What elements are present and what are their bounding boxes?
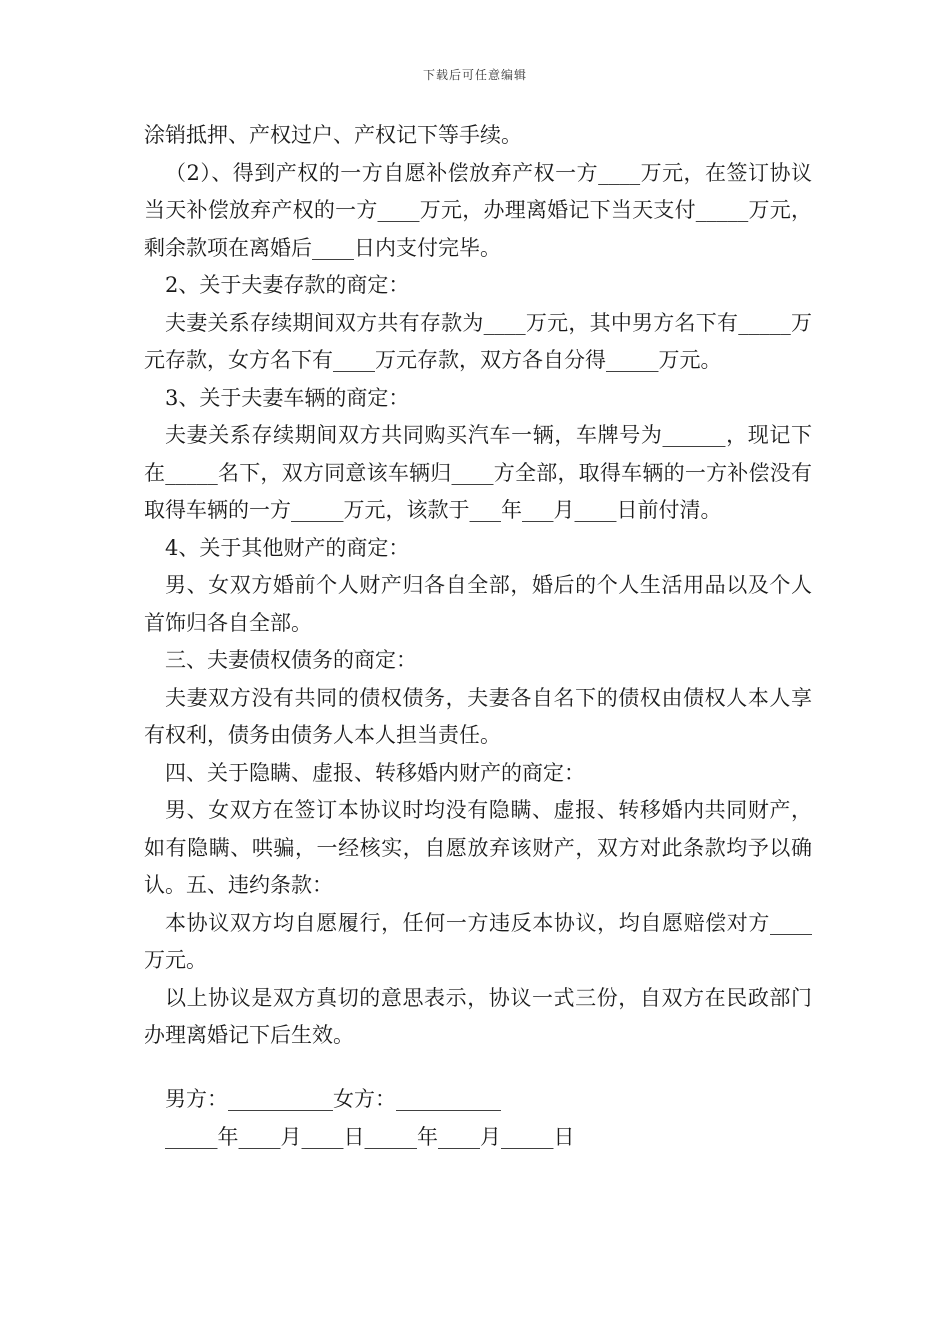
date-line: _____年____月____日_____年____月_____日	[165, 1125, 575, 1149]
section-heading: 3、关于夫妻车辆的商定：	[165, 385, 410, 410]
paragraph: （2）、得到产权的一方自愿补偿放弃产权一方____万元，在签订协议当天补偿放弃产权的一方____万元，办理离婚记下当天支付_____万元，剩余款项在离婚后____日内支付完毕。	[144, 160, 812, 260]
paragraph: 涂销抵押、产权过户、产权记下等手续。	[144, 123, 522, 147]
section-heading: 四、关于隐瞒、虚报、转移婚内财产的商定：	[165, 760, 585, 785]
signature-line: 男方：__________女方：__________	[165, 1087, 501, 1111]
paragraph: 本协议双方均自愿履行，任何一方违反本协议，均自愿赔偿对方____万元。	[144, 910, 812, 972]
section-heading: 4、关于其他财产的商定：	[165, 535, 410, 560]
section-heading: 2、关于夫妻存款的商定：	[165, 273, 410, 297]
section-heading: 三、夫妻债权债务的商定：	[165, 648, 417, 672]
document-body	[144, 117, 812, 1055]
paragraph: 男、女双方在签订本协议时均没有隐瞒、虚报、转移婚内共同财产，如有隐瞒、哄骗，一经核实，自愿放弃该财产，双方对此条款均予以确认。五、违约条款：	[144, 798, 812, 897]
page-header: 下载后可任意编辑	[422, 68, 527, 82]
paragraph: 夫妻关系存续期间双方共同购买汽车一辆，车牌号为______，现记下在_____名下，双方同意该车辆归____方全部，取得车辆的一方补偿没有取得车辆的一方_____万元，该款于___年___月____日前付清。	[144, 423, 812, 522]
paragraph: 男、女双方婚前个人财产归各自全部，婚后的个人生活用品以及个人首饰归各自全部。	[144, 573, 812, 635]
paragraph: 以上协议是双方真切的意思表示，协议一式三份，自双方在民政部门办理离婚记下后生效。	[144, 985, 812, 1047]
paragraph: 夫妻双方没有共同的债权债务，夫妻各自名下的债权由债权人本人享有权利，债务由债务人本人担当责任。	[144, 685, 812, 747]
paragraph: 夫妻关系存续期间双方共有存款为____万元，其中男方名下有_____万元存款，女方名下有____万元存款，双方各自分得_____万元。	[144, 310, 812, 372]
